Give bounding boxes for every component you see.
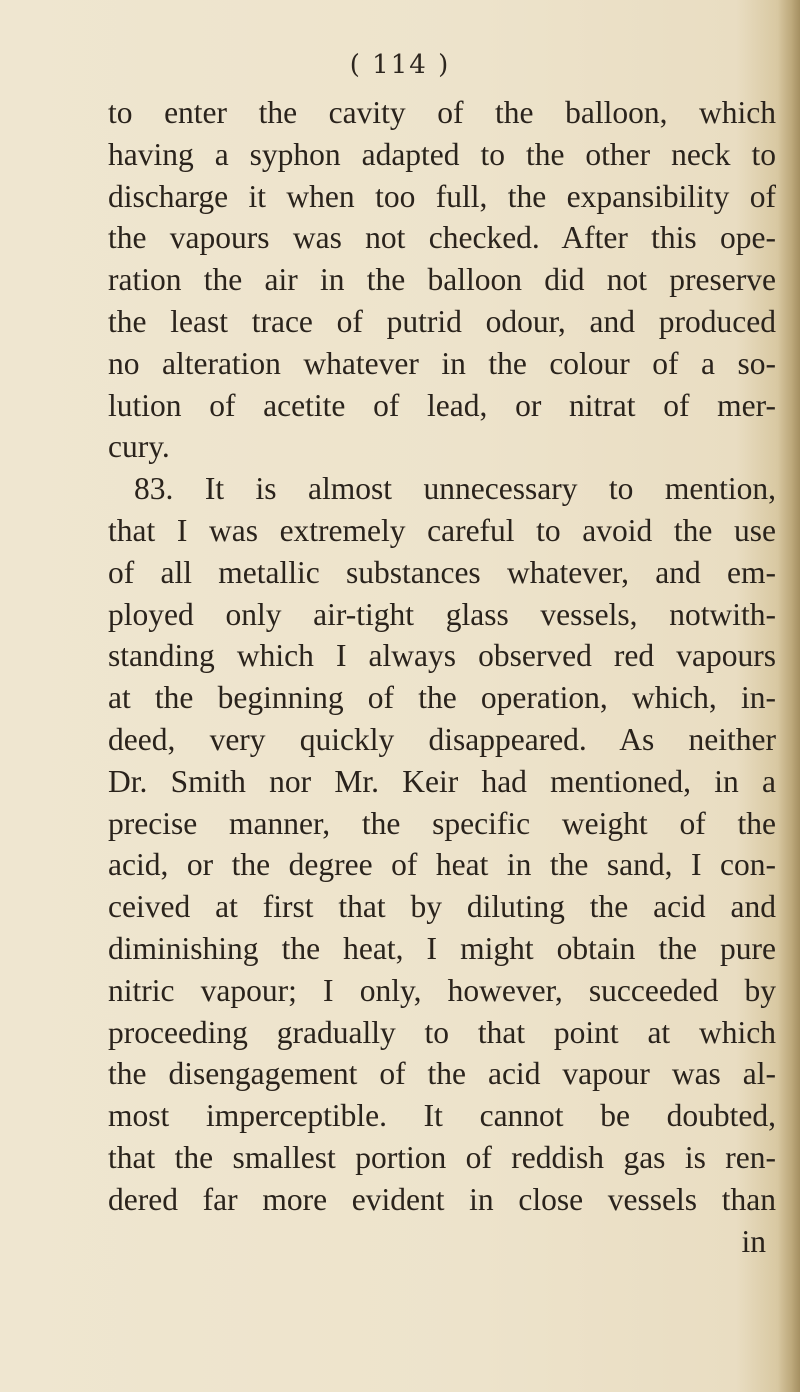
text-line: the disengagement of the acid vapour was al- [108, 1056, 776, 1092]
text-line: of all metallic substances whatever, and em- [108, 554, 776, 590]
text-line: precise manner, the specific weight of the [108, 805, 776, 841]
text-line: the least trace of putrid odour, and produced [108, 303, 776, 339]
page-edge-shadow [778, 0, 800, 1392]
text-line: the vapours was not checked. After this ope- [108, 220, 776, 256]
text-line: at the beginning of the operation, which, in- [108, 680, 776, 716]
text-line: lution of acetite of lead, or nitrat of mer- [108, 387, 776, 423]
text-line: Dr. Smith nor Mr. Keir had mentioned, in a [108, 763, 776, 799]
text-line: dered far more evident in close vessels than [108, 1181, 776, 1217]
text-line: ceived at first that by diluting the acid and [108, 889, 776, 925]
text-line: ration the air in the balloon did not preserve [108, 262, 776, 298]
body-text [108, 92, 776, 1262]
text-line: standing which I always observed red vapours [108, 638, 776, 674]
text-line: diminishing the heat, I might obtain the pure [108, 930, 776, 966]
text-line: to enter the cavity of the balloon, which [108, 95, 776, 130]
text-line: nitric vapour; I only, however, succeeded by [108, 972, 776, 1008]
text-line: ployed only air-tight glass vessels, notwith- [108, 596, 776, 632]
page-number: ( 114 ) [349, 50, 451, 80]
text-line: that I was extremely careful to avoid the use [108, 512, 776, 548]
text-line: deed, very quickly disappeared. As neither [108, 721, 776, 757]
paragraph-start-line: 83. It is almost unnecessary to mention, [134, 471, 776, 507]
text-line: that the smallest portion of reddish gas is ren- [108, 1139, 776, 1175]
text-line: discharge it when too full, the expansibility of [108, 178, 776, 214]
text-line: proceeding gradually to that point at which [108, 1014, 776, 1050]
text-line: having a syphon adapted to the other neck to [108, 136, 776, 172]
catchword: in [741, 1223, 766, 1259]
text-line: no alteration whatever in the colour of a so- [108, 345, 776, 381]
text-line: acid, or the degree of heat in the sand, I con- [108, 847, 776, 883]
text-line: cury. [108, 429, 170, 465]
text-line: most imperceptible. It cannot be doubted, [108, 1098, 776, 1134]
